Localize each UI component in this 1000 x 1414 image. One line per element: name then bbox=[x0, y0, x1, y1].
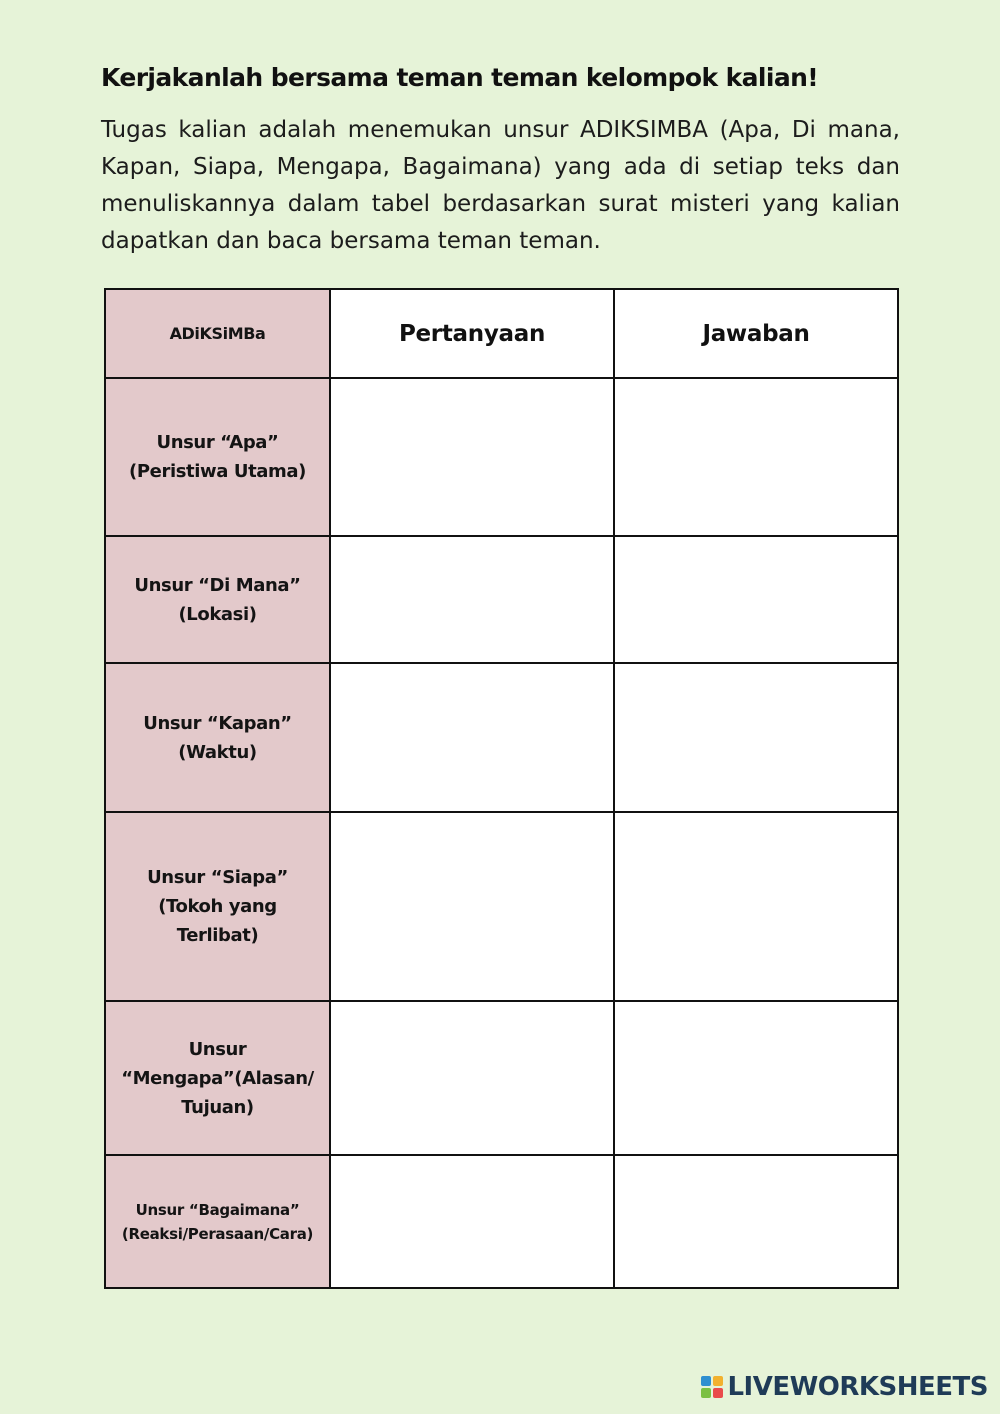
table-row bbox=[105, 1001, 898, 1155]
logo-square-1 bbox=[701, 1376, 711, 1386]
row-label-mengapa bbox=[105, 1001, 330, 1155]
row-label-line: Unsur bbox=[188, 1038, 247, 1060]
table-row bbox=[105, 663, 898, 812]
header-pertanyaan: Pertanyaan bbox=[330, 289, 614, 378]
jawaban-cell-apa[interactable] bbox=[614, 378, 898, 536]
logo-square-4 bbox=[713, 1388, 723, 1398]
jawaban-cell-bagaimana[interactable] bbox=[614, 1155, 898, 1288]
row-label-siapa bbox=[105, 812, 330, 1001]
pertanyaan-cell-bagaimana[interactable] bbox=[330, 1155, 614, 1288]
row-label-line: (Lokasi) bbox=[178, 603, 257, 625]
pertanyaan-cell-siapa[interactable] bbox=[330, 812, 614, 1001]
row-label-line: Terlibat) bbox=[176, 925, 259, 946]
header-adiksimba: ADiKSiMBa bbox=[105, 289, 330, 378]
jawaban-cell-kapan[interactable] bbox=[614, 663, 898, 812]
row-label-line: Unsur “Di Mana” bbox=[134, 574, 301, 596]
jawaban-cell-mengapa[interactable] bbox=[614, 1001, 898, 1155]
pertanyaan-cell-mengapa[interactable] bbox=[330, 1001, 614, 1155]
table-header-row bbox=[105, 289, 898, 378]
row-label-line: Unsur “Apa” bbox=[156, 432, 279, 453]
adiksimba-table bbox=[104, 288, 899, 1289]
header-jawaban: Jawaban bbox=[614, 289, 898, 378]
row-label-di-mana bbox=[105, 536, 330, 663]
jawaban-cell-di-mana[interactable] bbox=[614, 536, 898, 663]
pertanyaan-cell-kapan[interactable] bbox=[330, 663, 614, 812]
pertanyaan-cell-di-mana[interactable] bbox=[330, 536, 614, 663]
row-label-line: Tujuan) bbox=[181, 1096, 254, 1118]
liveworksheets-logo bbox=[701, 1372, 988, 1402]
row-label-line: Unsur “Bagaimana” bbox=[135, 1200, 300, 1219]
table-row bbox=[105, 1155, 898, 1288]
row-label-apa bbox=[105, 378, 330, 536]
row-label-line: Unsur “Siapa” bbox=[147, 867, 288, 888]
row-label-bagaimana bbox=[105, 1155, 330, 1288]
row-label-line: “Mengapa”(Alasan/ bbox=[121, 1067, 314, 1089]
row-label-line: Unsur “Kapan” bbox=[143, 712, 292, 734]
logo-text: LIVEWORKSHEETS bbox=[727, 1372, 988, 1402]
logo-grid-icon bbox=[701, 1376, 723, 1398]
pertanyaan-cell-apa[interactable] bbox=[330, 378, 614, 536]
row-label-line: (Peristiwa Utama) bbox=[129, 461, 306, 482]
table-row bbox=[105, 536, 898, 663]
logo-square-3 bbox=[701, 1388, 711, 1398]
table-row bbox=[105, 812, 898, 1001]
row-label-kapan bbox=[105, 663, 330, 812]
row-label-line: (Tokoh yang bbox=[158, 896, 277, 917]
worksheet-title: Kerjakanlah bersama teman teman kelompok kalian! bbox=[101, 63, 819, 92]
instructions-text: Tugas kalian adalah menemukan unsur ADIKSIMBA (Apa, Di mana, Kapan, Siapa, Mengapa, Bagaimana) yang ada di setiap teks dan menuliskannya dalam tabel berdasarkan surat misteri yang kalian dapatkan dan baca bersama teman teman. bbox=[101, 117, 900, 254]
row-label-line: (Reaksi/Perasaan/Cara) bbox=[121, 1224, 314, 1243]
table-row bbox=[105, 378, 898, 536]
jawaban-cell-siapa[interactable] bbox=[614, 812, 898, 1001]
row-label-line: (Waktu) bbox=[178, 741, 257, 763]
logo-square-2 bbox=[713, 1376, 723, 1386]
